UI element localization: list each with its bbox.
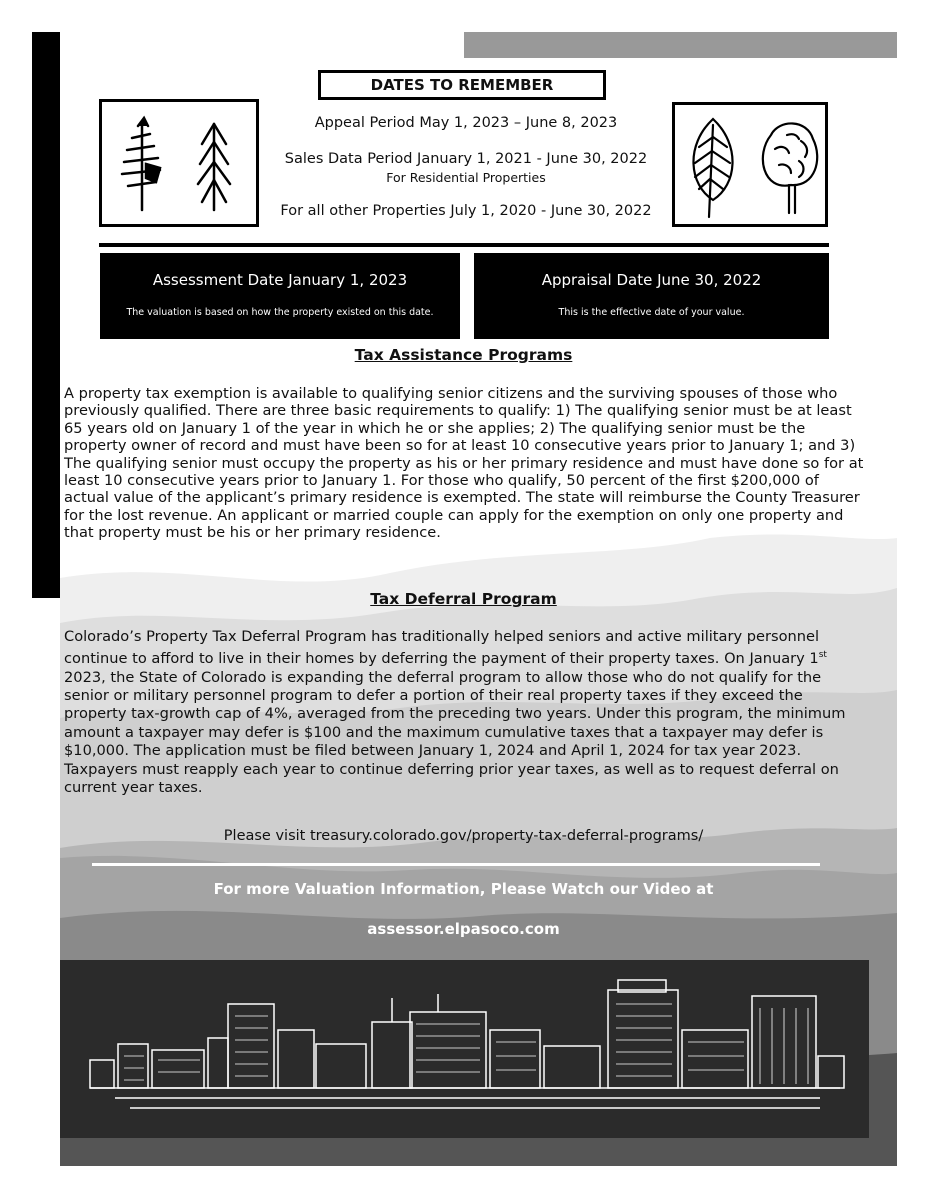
appraisal-date-box bbox=[474, 253, 829, 339]
assessment-date-title: Assessment Date January 1, 2023 bbox=[152, 271, 408, 289]
deciduous-trees-illustration bbox=[672, 102, 828, 227]
dates-to-remember-heading: DATES TO REMEMBER bbox=[318, 70, 606, 100]
tax-assistance-paragraph: A property tax exemption is available to qualifying senior citizens and the surviving spouses of those who previously qualified. There are three basic requirements to qualify: 1) The qualifying senior must be at least 65 years old on January 1 of the year in which he or she applies; 2) The qualifying senior must be the property owner of record and must have been so for at least 10 consecutive years prior to January 1; and 3) The qualifying senior must occupy the property as his or her primary residence and must have done so for at least 10 consecutive years prior to January 1. For those who qualify, 50 percent of the first $200,000 of actual value of the applicant’s primary residence is exempted. The state will reimburse the County Treasurer for the lost revenue. An applicant or married couple can apply for the exemption on only one property and that property must be his or her primary residence. bbox=[64, 385, 864, 542]
tax-assistance-heading: Tax Assistance Programs bbox=[354, 346, 573, 364]
assessment-date-note: The valuation is based on how the property existed on this date. bbox=[126, 307, 434, 318]
deferral-text-1: Colorado’s Property Tax Deferral Program has traditionally helped seniors and active military personnel continue to afford to live in their homes by deferring the payment of their property taxes. On January 1 bbox=[64, 628, 820, 668]
sales-data-period-text: Sales Data Period January 1, 2021 - June 30, 2022 bbox=[284, 151, 648, 167]
evergreen-trees-illustration bbox=[99, 99, 259, 227]
section-divider bbox=[99, 243, 829, 247]
leaf-tree-icon bbox=[675, 105, 825, 224]
assessment-date-box bbox=[100, 253, 460, 339]
city-skyline-icon bbox=[60, 960, 869, 1138]
more-info-text: For more Valuation Information, Please Watch our Video at bbox=[213, 880, 714, 898]
appeal-period-text: Appeal Period May 1, 2023 – June 8, 2023 bbox=[314, 115, 618, 131]
tax-deferral-heading: Tax Deferral Program bbox=[370, 590, 557, 608]
white-divider bbox=[92, 863, 820, 866]
appraisal-date-note: This is the effective date of your value. bbox=[558, 307, 745, 318]
deferral-superscript: st bbox=[818, 650, 827, 661]
appraisal-date-title: Appraisal Date June 30, 2022 bbox=[541, 271, 762, 289]
tax-deferral-paragraph bbox=[64, 628, 864, 798]
sales-data-subtext: For Residential Properties bbox=[386, 170, 546, 185]
deferral-text-2: 2023, the State of Colorado is expanding the deferral program to allow those who do not qualify for the senior or military personnel program to defer a portion of their real property taxes if they exceed the property tax-growth cap of 4%, averaged from the preceding two years. Under this program, the minimum amount a taxpayer may defer is $100 and the maximum cumulative taxes that a taxpayer may defer is $10,000. The application must be filed between January 1, 2024 and April 1, 2024 for tax year 2023. Taxpayers must reapply each year to continue deferring prior year taxes, as well as to request deferral on current year taxes. bbox=[64, 668, 846, 797]
other-properties-period-text: For all other Properties July 1, 2020 - June 30, 2022 bbox=[280, 203, 652, 219]
black-frame-left bbox=[32, 32, 60, 598]
assessor-website-link[interactable]: assessor.elpasoco.com bbox=[367, 920, 560, 938]
visit-treasury-link[interactable]: Please visit treasury.colorado.gov/property-tax-deferral-programs/ bbox=[223, 828, 704, 844]
city-skyline-panel bbox=[60, 960, 869, 1138]
pine-trees-icon bbox=[102, 102, 256, 224]
